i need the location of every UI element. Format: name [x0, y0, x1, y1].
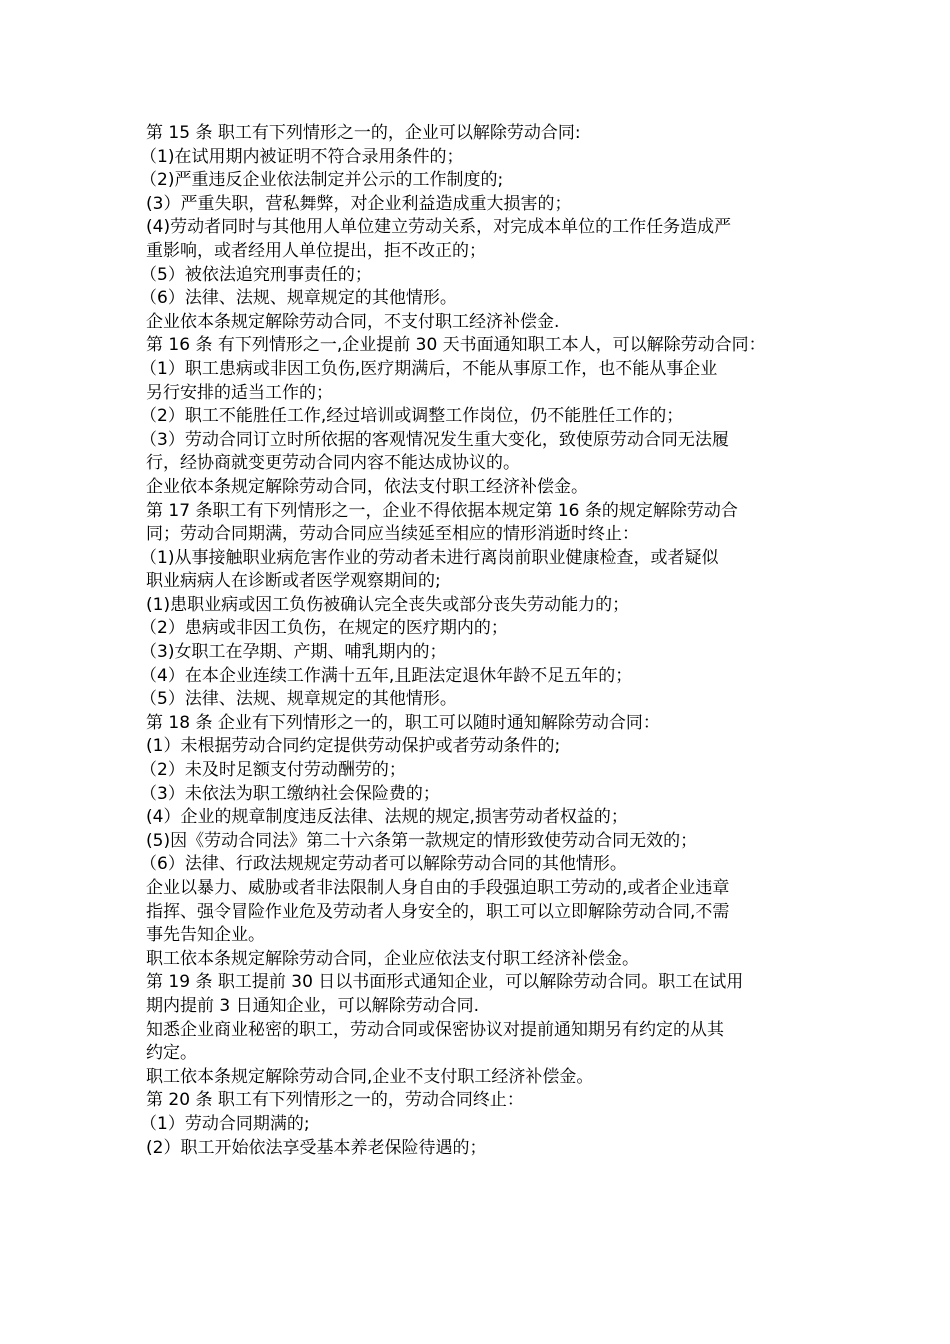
- text-line: 指挥、强令冒险作业危及劳动者人身安全的，职工可以立即解除劳动合同,不需: [146, 901, 730, 922]
- text-line: （1）职工患病或非因工负伤,医疗期满后，不能从事原工作，也不能从事企业: [140, 358, 718, 379]
- text-line: （3）未依法为职工缴纳社会保险费的；: [140, 783, 440, 804]
- text-line: 另行安排的适当工作的；: [146, 382, 333, 403]
- text-line: (2）职工开始依法享受基本养老保险待遇的；: [146, 1137, 487, 1158]
- text-line: （6）法律、法规、规章规定的其他情形。: [140, 288, 457, 309]
- text-line: (1)患职业病或因工负伤被确认完全丧失或部分丧失劳动能力的；: [146, 594, 630, 615]
- text-line: 事先告知企业。: [146, 925, 265, 946]
- text-line: （6）法律、行政法规规定劳动者可以解除劳动合同的其他情形。: [140, 854, 627, 875]
- text-line: （2）患病或非因工负伤，在规定的医疗期内的；: [140, 618, 508, 639]
- text-line: （3）劳动合同订立时所依据的客观情况发生重大变化，致使原劳动合同无法履: [140, 429, 729, 450]
- text-line: 行，经协商就变更劳动合同内容不能达成协议的。: [146, 453, 520, 474]
- text-line: 第 15 条 职工有下列情形之一的，企业可以解除劳动合同:: [146, 123, 581, 143]
- text-line: 第 17 条职工有下列情形之一，企业不得依据本规定第 16 条的规定解除劳动合: [146, 500, 738, 521]
- text-line: 期内提前 3 日通知企业，可以解除劳动合同.: [146, 995, 480, 1016]
- text-line: （1)在试用期内被证明不符合录用条件的；: [140, 146, 464, 167]
- text-line: （2）未及时足额支付劳动酬劳的；: [140, 760, 406, 781]
- text-line: 职工依本条规定解除劳动合同，企业应依法支付职工经济补偿金。: [146, 948, 639, 969]
- text-line: （2）职工不能胜任工作,经过培训或调整工作岗位，仍不能胜任工作的；: [140, 406, 684, 427]
- text-line: （2)严重违反企业依法制定并公示的工作制度的;: [140, 170, 504, 191]
- text-line: 约定。: [146, 1043, 197, 1064]
- text-line: (4)劳动者同时与其他用人单位建立劳动关系，对完成本单位的工作任务造成严: [146, 217, 732, 238]
- text-line: (5)因《劳动合同法》第二十六条第一款规定的情形致使劳动合同无效的；: [146, 830, 698, 851]
- text-line: (4）企业的规章制度违反法律、法规的规定,损害劳动者权益的；: [146, 807, 628, 828]
- text-line: 同；劳动合同期满，劳动合同应当续延至相应的情形消逝时终止：: [146, 524, 639, 545]
- text-line: 职工依本条规定解除劳动合同,企业不支付职工经济补偿金。: [146, 1066, 594, 1087]
- text-line: 第 18 条 企业有下列情形之一的，职工可以随时通知解除劳动合同：: [146, 712, 660, 733]
- text-line: 企业以暴力、威胁或者非法限制人身自由的手段强迫职工劳动的,或者企业违章: [146, 878, 730, 898]
- text-line: 第 20 条 职工有下列情形之一的，劳动合同终止：: [146, 1090, 524, 1111]
- text-line: 重影响，或者经用人单位提出，拒不改正的；: [146, 240, 486, 261]
- text-line: 第 19 条 职工提前 30 日以书面形式通知企业，可以解除劳动合同。职工在试用: [146, 972, 744, 993]
- text-line: （1）劳动合同期满的;: [140, 1113, 310, 1134]
- text-line: (3）严重失职，营私舞弊，对企业利益造成重大损害的；: [146, 193, 572, 214]
- text-line: （5）法律、法规、规章规定的其他情形。: [140, 689, 457, 710]
- document-body: [140, 122, 826, 1160]
- text-line: 企业依本条规定解除劳动合同，依法支付职工经济补偿金。: [146, 476, 588, 497]
- text-line: 第 16 条 有下列情形之一,企业提前 30 天书面通知职工本人，可以解除劳动合同：: [146, 335, 766, 356]
- text-line: （1)从事接触职业病危害作业的劳动者未进行离岗前职业健康检查，或者疑似: [140, 547, 719, 568]
- text-line: 企业依本条规定解除劳动合同，不支付职工经济补偿金.: [146, 311, 560, 332]
- text-line: 知悉企业商业秘密的职工，劳动合同或保密协议对提前通知期另有约定的从其: [146, 1019, 724, 1040]
- text-line: （4）在本企业连续工作满十五年,且距法定退休年龄不足五年的；: [140, 665, 633, 686]
- text-line: 职业病病人在诊断或者医学观察期间的;: [146, 571, 441, 592]
- text-line: (1）未根据劳动合同约定提供劳动保护或者劳动条件的;: [146, 736, 561, 757]
- text-line: （3)女职工在孕期、产期、哺乳期内的；: [140, 642, 447, 663]
- text-line: （5）被依法追究刑事责任的；: [140, 264, 372, 285]
